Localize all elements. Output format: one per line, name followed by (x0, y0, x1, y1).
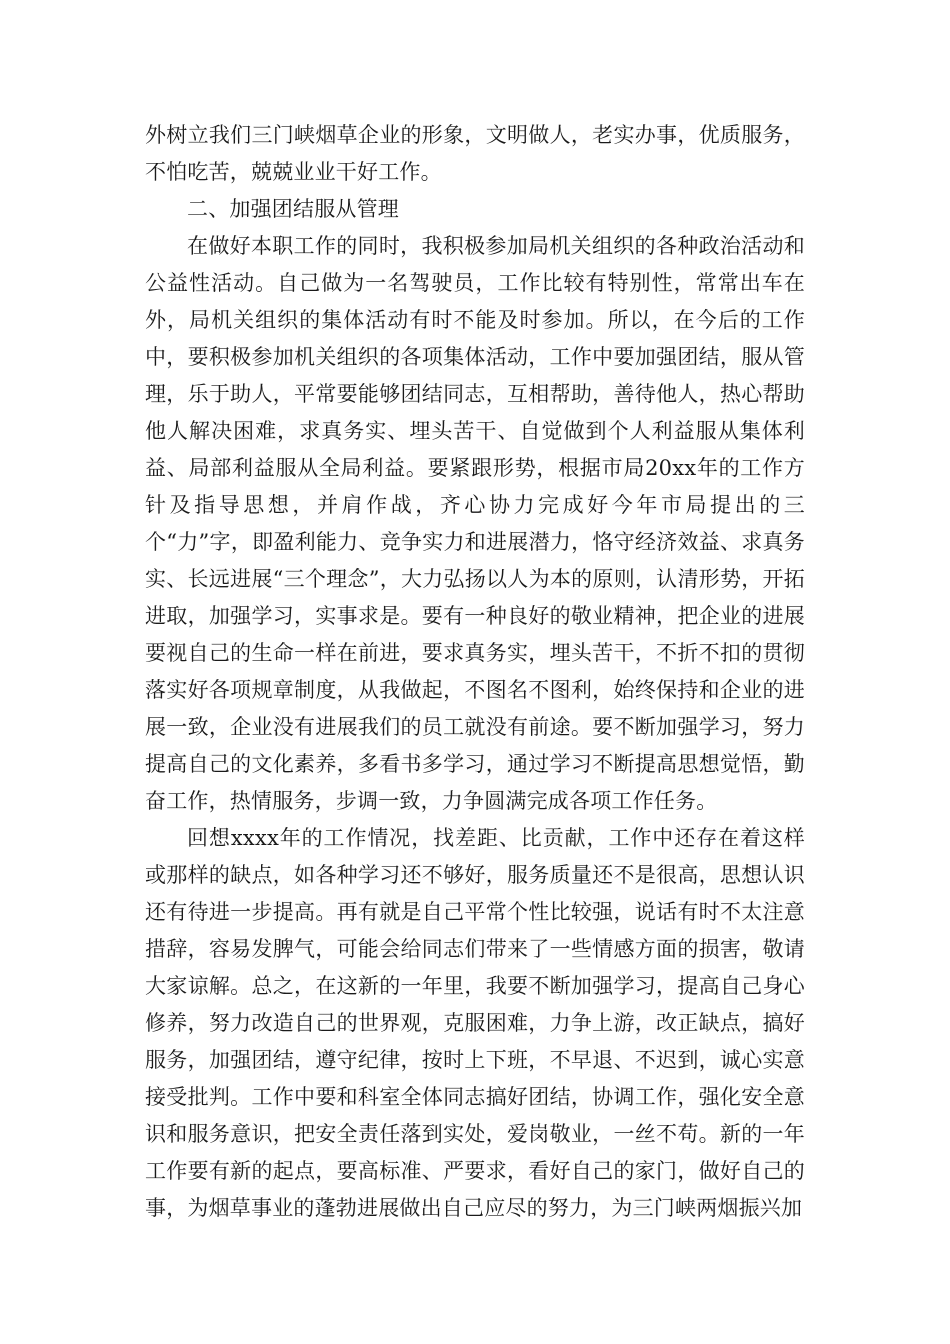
document-body (145, 117, 805, 1227)
paragraph-unity-management: 在做好本职工作的同时，我积极参加局机关组织的各种政治活动和公益性活动。自己做为一名驾驶员，工作比较有特别性，常常出车在外，局机关组织的集体活动有时不能及时参加。所以，在今后的工作中，要积极参加机关组织的各项集体活动，工作中要加强团结，服从管理，乐于助人，平常要能够团结同志，互相帮助，善待他人，热心帮助他人解决困难，求真务实、埋头苦干、自觉做到个人利益服从集体利益、局部利益服从全局利益。要紧跟形势，根据市局20xx年的工作方针及指导思想，并肩作战，齐心协力完成好今年市局提出的三个“力”字，即盈利能力、竞争实力和进展潜力，恪守经济效益、求真务实、长远进展“三个理念”，大力弘扬以人为本的原则，认清形势，开拓进取，加强学习，实事求是。要有一种良好的敬业精神，把企业的进展要视自己的生命一样在前进，要求真务实，埋头苦干，不折不扣的贯彻落实好各项规章制度，从我做起，不图名不图利，始终保持和企业的进展一致，企业没有进展我们的员工就没有前途。要不断加强学习，努力提高自己的文化素养，多看书多学习，通过学习不断提高思想觉悟，勤奋工作，热情服务，步调一致，力争圆满完成各项工作任务。 (145, 234, 805, 813)
paragraph-review-summary: 回想xxxx年的工作情况，找差距、比贡献，工作中还存在着这样或那样的缺点，如各种学习还不够好，服务质量还不是很高，思想认识还有待进一步提高。再有就是自己平常个性比较强，说话有时不太注意措辞，容易发脾气，可能会给同志们带来了一些情感方面的损害，敬请大家谅解。总之，在这新的一年里，我要不断加强学习，提高自己身心修养，努力改造自己的世界观，克服困难，力争上游，改正缺点，搞好服务，加强团结，遵守纪律，按时上下班，不早退、不迟到，诚心实意接受批判。工作中要和科室全体同志搞好团结，协调工作，强化安全意识和服务意识，把安全责任落到实处，爱岗敬业，一丝不苟。新的一年工作要有新的起点，要高标准、严要求，看好自己的家门，做好自己的事，为烟草事业的蓬勃进展做出自己应尽的努力，为三门峡两烟振兴加 (145, 826, 805, 1220)
section-heading: 二、加强团结服从管理 (187, 197, 399, 221)
paragraph-continuation: 外树立我们三门峡烟草企业的形象，文明做人，老实办事，优质服务，不怕吃苦，兢兢业业干好工作。 (145, 123, 805, 184)
